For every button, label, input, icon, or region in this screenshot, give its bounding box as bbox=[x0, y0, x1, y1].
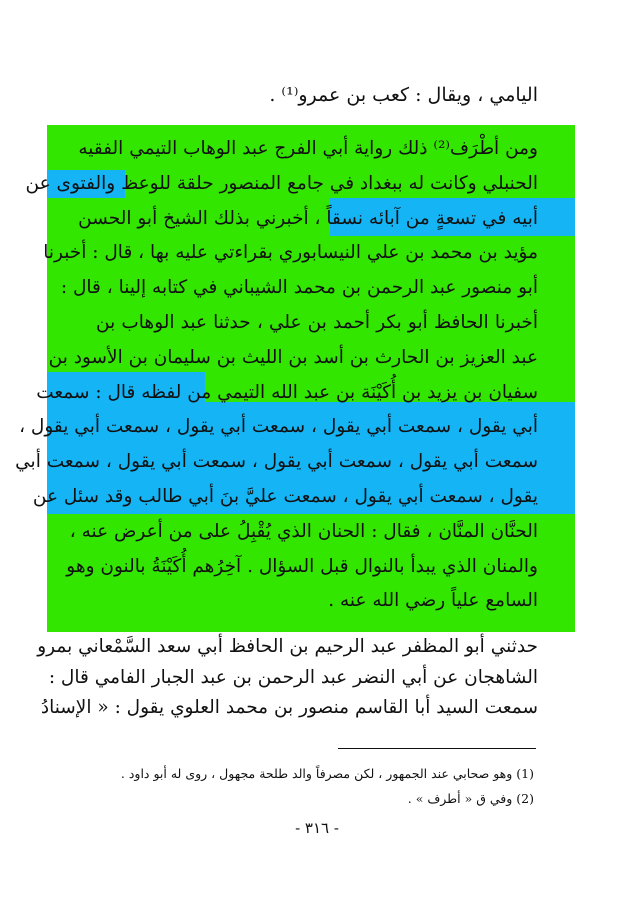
text-line: سمعت أبي يقول ، سمعت أبي يقول ، سمعت أبي يقول ، سمعت أبي bbox=[15, 451, 538, 473]
footnote-1: (1) وهو صحابي عند الجمهور ، لكن مصرفاً والد طلحة مجهول ، روى له أبو داود . bbox=[120, 766, 534, 781]
text-line: يقول ، سمعت أبي يقول ، سمعت عليَّ بنَ أبي طالب وقد سئل عن bbox=[32, 486, 538, 507]
footnote-2: (2) وفي ق « أطرف » . bbox=[407, 791, 534, 806]
following-text-line: الشاهجان عن أبي النضر عبد الرحمن بن عبد الجبار الفامي قال : bbox=[48, 666, 538, 688]
text-line: الحنبلي وكانت له ببغداد في جامع المنصور حلقة للوعظ والفتوى عن bbox=[25, 172, 538, 194]
text-line: السامع علياً رضي الله عنه . bbox=[328, 590, 538, 612]
text-line: الحنَّان المنَّان ، فقال : الحنان الذي يُقْبِلُ على من أعرض عنه ، bbox=[69, 520, 538, 542]
text-line: والمنان الذي يبدأ بالنوال قبل السؤال . آخِرُهم أُكَيْنَةُ بالنون وهو bbox=[66, 555, 538, 577]
footnote-rule bbox=[338, 748, 536, 749]
text-line: ومن أطْرَف⁽²⁾ ذلك رواية أبي الفرج عبد الوهاب التيمي الفقيه bbox=[78, 138, 538, 159]
following-text-line: حدثني أبو المظفر عبد الرحيم بن الحافظ أبي سعد السَّمْعاني بمرو bbox=[37, 636, 538, 657]
text-line: مؤيد بن محمد بن علي النيسابوري بقراءتي عليه بها ، قال : أخبرنا bbox=[43, 242, 538, 264]
text-line: عبد العزيز بن الحارث بن أسد بن الليث بن سليمان بن الأسود بن bbox=[48, 346, 538, 368]
top-line: اليامي ، ويقال : كعب بن عمرو⁽¹⁾ . bbox=[269, 84, 538, 106]
text-line: سفيان بن يزيد بن أُكَيْنَة بن عبد الله التيمي من لفظه قال : سمعت bbox=[36, 381, 538, 403]
page-number: - ٣١٦ - bbox=[295, 819, 339, 837]
following-text-line: سمعت السيد أبا القاسم منصور بن محمد العلوي يقول : « الإسنادُ bbox=[40, 697, 538, 718]
text-line: أبو منصور عبد الرحمن بن محمد الشيباني في كتابه إلينا ، قال : bbox=[60, 277, 538, 299]
text-line: أبيه في تسعةٍ من آبائه نسقاً ، أخبرني بذلك الشيخ أبو الحسن bbox=[78, 207, 538, 229]
text-line: أخبرنا الحافظ أبو بكر أحمد بن علي ، حدثنا عبد الوهاب بن bbox=[96, 312, 538, 333]
text-line: أبي يقول ، سمعت أبي يقول ، سمعت أبي يقول ، سمعت أبي يقول ، bbox=[19, 416, 538, 438]
